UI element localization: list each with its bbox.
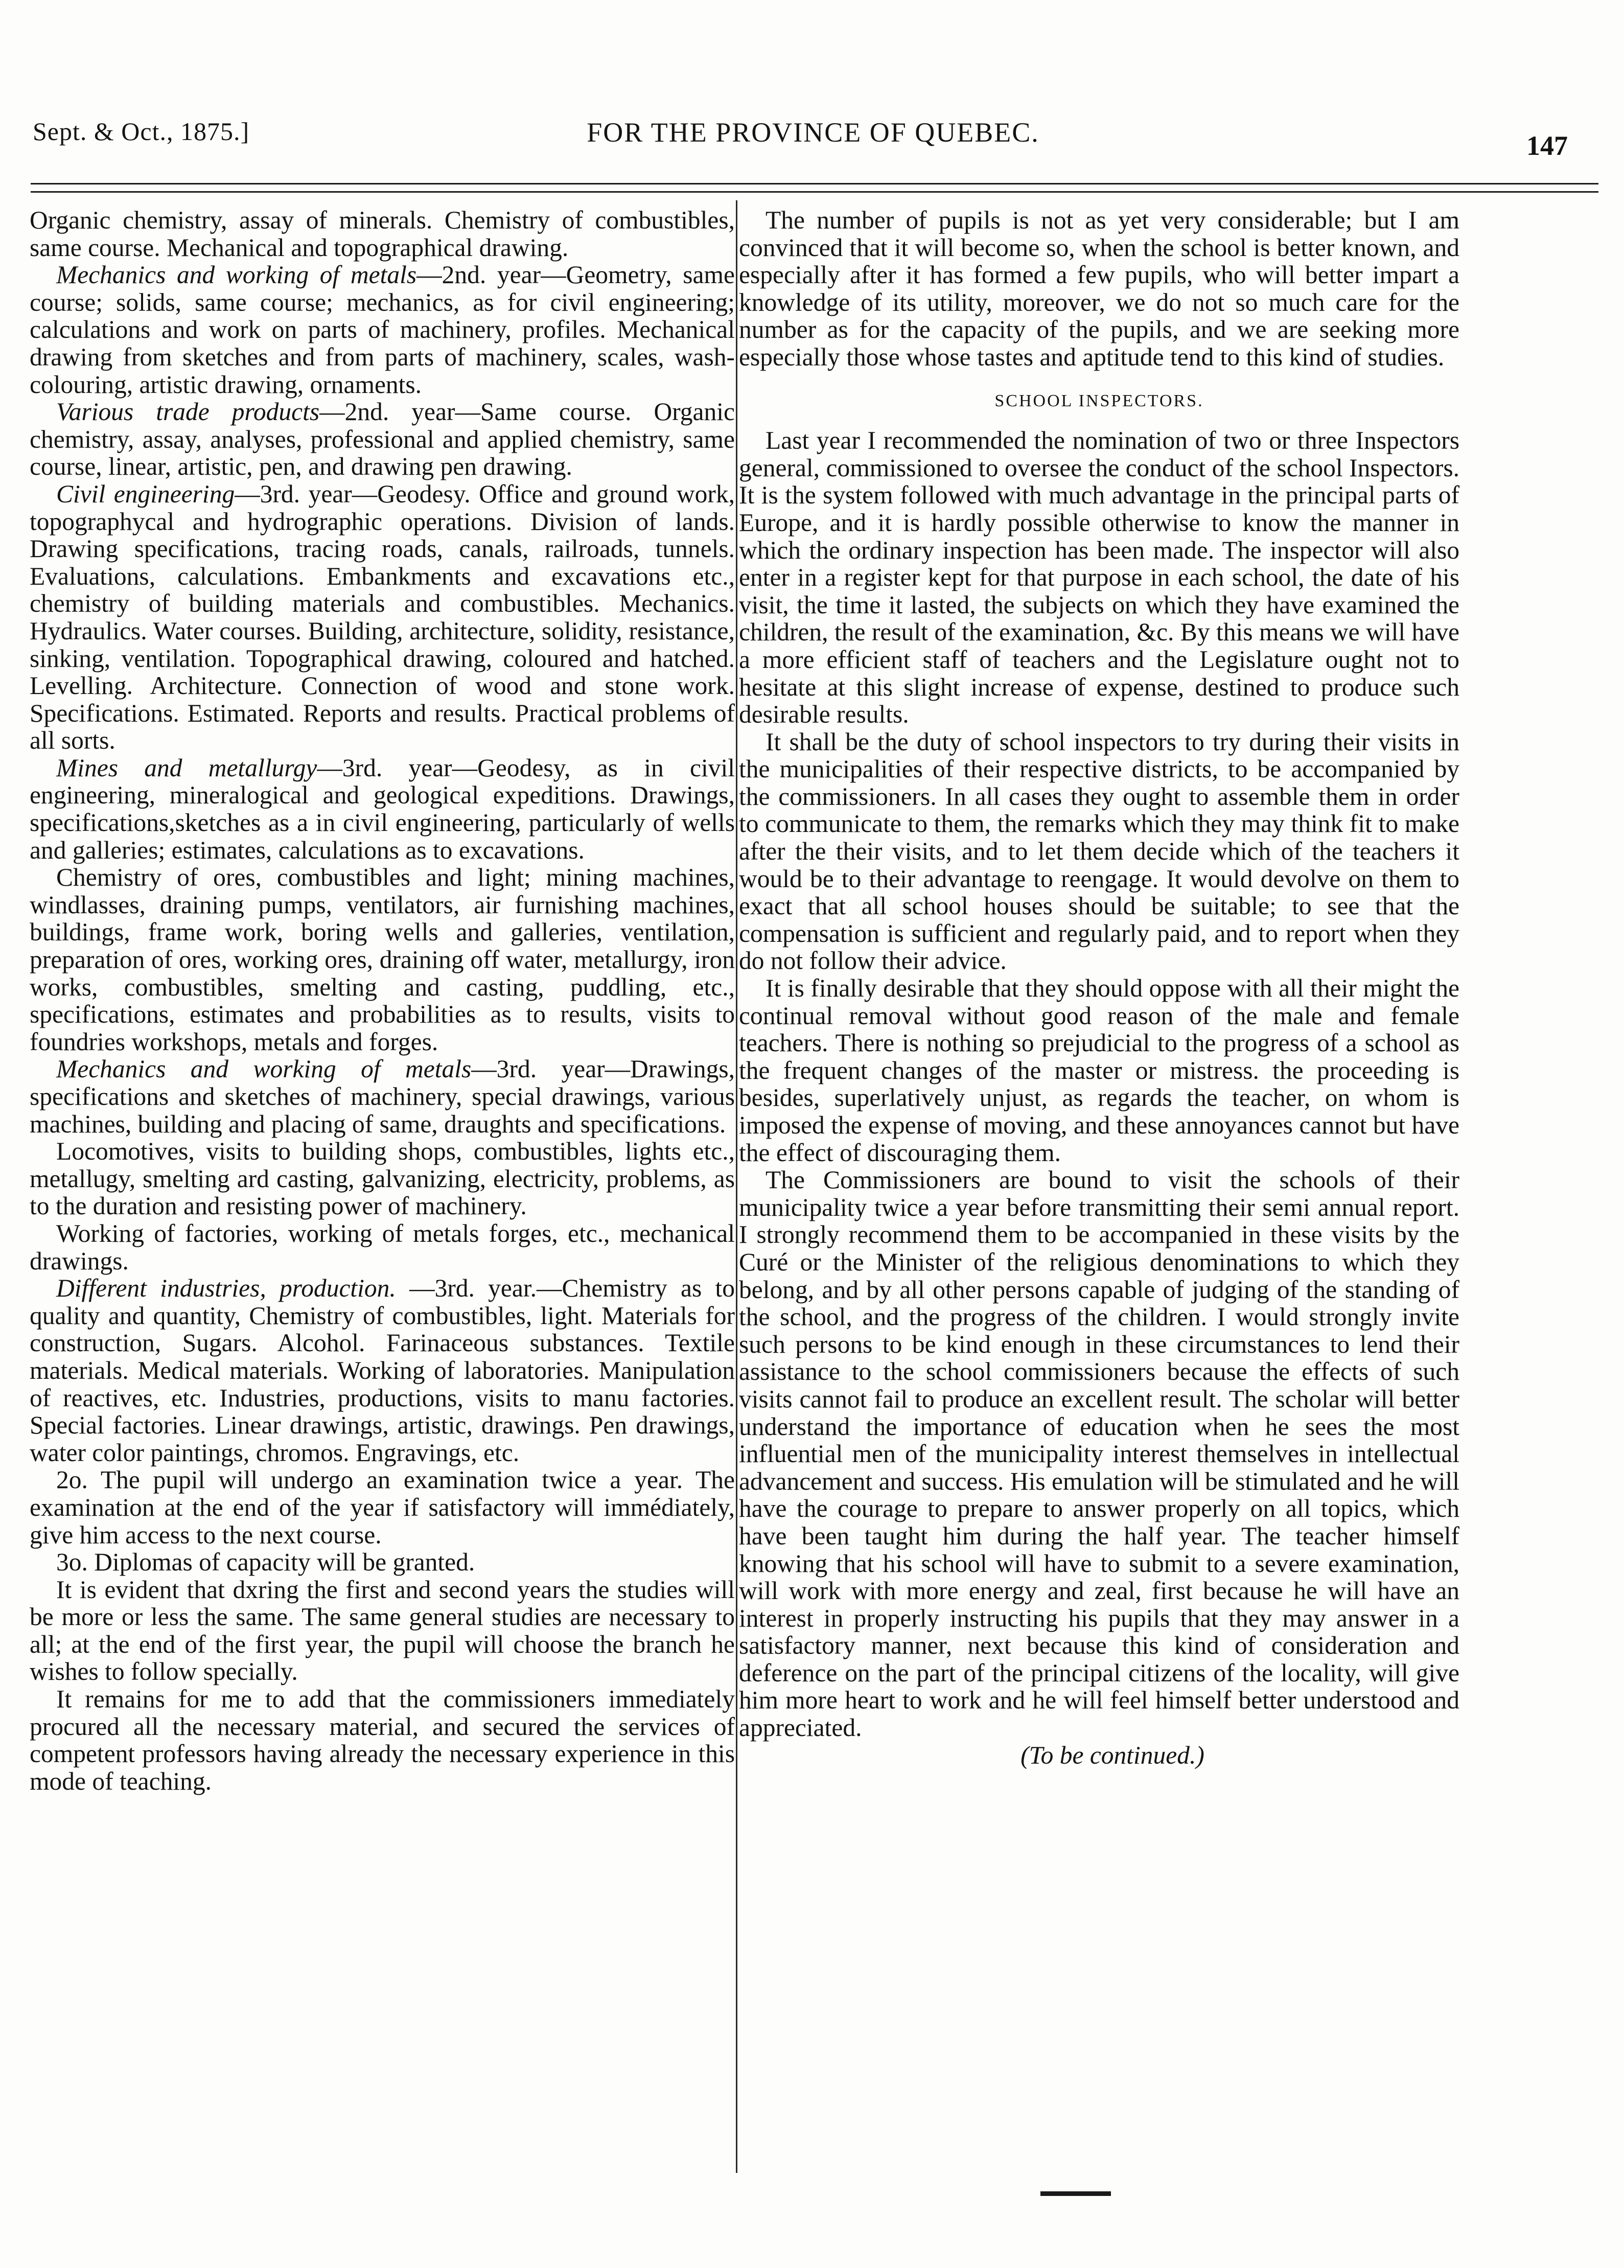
paragraph-text: Chemistry of ores, combustibles and light; mining machines, windlasses, draining pumps, ventilators, air furnishing machines, buildings, frame work, boring wells and galleries, ventilation, preparation of ores, working ores, draining off water, metallurgy, iron works, combustibles, smelting and casting, puddling, etc., specifications, estimates and probabilities as to results, visits to foundries workshops, metals and forges.	[30, 863, 735, 1056]
paragraph-text: It is evident that dxring the first and second years the studies will be more or less the same. The same general studies are necessary to all; at the end of the first year, the pupil will choose the branch he wishes to follow specially.	[30, 1575, 735, 1686]
left-column	[30, 206, 735, 1795]
paragraph-text: —2nd. year—Geometry, same course; solids, same course; mechanics, as for civil engineering; calculations and work on parts of machinery, profiles. Mechanical drawing from sketches and from parts of machinery, scales, wash-colouring, artistic drawing, ornaments.	[30, 261, 735, 399]
paragraph-text: —3rd. year.—Chemistry as to quality and quantity, Chemistry of combustibles, light. Materials for construction, Sugars. Alcohol. Farinaceous substances. Textile materials. Medical materials. Working of laboratories. Manipulation of reactives, etc. Industries, productions, visits to manu factories. Special factories. Linear drawings, artistic, drawings. Pen drawings, water color paintings, chromos. Engravings, etc.	[30, 1274, 735, 1467]
paragraph	[30, 1576, 735, 1685]
paragraph-text: It remains for me to add that the commissioners immediately procured all the necessary material, and secured the services of competent professors having already the necessary experience in this mode of teaching.	[30, 1685, 735, 1795]
paragraph	[30, 754, 735, 864]
column-divider	[736, 200, 737, 2173]
paragraph	[30, 1275, 735, 1466]
header-rule-top	[31, 183, 1598, 184]
paragraph: Last year I recommended the nomination of two or three Inspectors general, commissioned to oversee the conduct of the school Inspectors. It is the system followed with much advantage in the principal parts of Europe, and it is hardly possible otherwise to know the manner in which the ordinary inspection has been made. The inspector will also enter in a register kept for that purpose in each school, the date of his visit, the time it lasted, the subjects on which they have examined the children, the result of the examination, &c. By this means we will have a more efficient staff of teachers and the Legislature ought not to hesitate at this slight increase of expense, destined to produce such desirable results.	[739, 426, 1459, 729]
paragraph-lead: Different industries, production.	[56, 1274, 396, 1303]
paragraph-text: —3rd. year—Drawings, specifications and sketches of machinery, special drawings, various machines, building and placing of same, draughts and specifications.	[30, 1055, 735, 1138]
paragraph-text: Organic chemistry, assay of minerals. Chemistry of combustibles, same course. Mechanical and topographical drawing.	[30, 206, 735, 262]
paragraph-text: —3rd. year—Geodesy, as in civil engineering, mineralogical and geological expeditions. Drawings, specifications,sketches as a in civil engineering, particularly of wells and galleries; estimates, calculations as to excavations.	[30, 753, 735, 864]
paragraph-lead: Mines and metallurgy	[56, 753, 317, 782]
paragraph: It shall be the duty of school inspectors to try during their visits in the municipalities of their respective districts, to be accompanied by the commissioners. In all cases they ought to assemble them in order to communicate to them, the remarks which they may think fit to make after the their visits, and to let them decide which of the teachers it would be to their advantage to reengage. It would devolve on them to exact that all school houses should be suitable; to see that the compensation is sufficient and regularly paid, and to report when they do not follow their advice.	[739, 727, 1459, 975]
end-rule	[1040, 2191, 1111, 2196]
paragraph	[30, 1055, 735, 1138]
paragraph	[30, 1466, 735, 1548]
paragraph-lead: Civil engineering	[56, 479, 235, 508]
paragraph-text: Working of factories, working of metals forges, etc., mechanical drawings.	[30, 1219, 735, 1275]
paragraph	[30, 398, 735, 480]
header-rule-bottom	[31, 191, 1598, 193]
issue-date: Sept. & Oct., 1875.]	[33, 117, 250, 146]
paragraph	[30, 261, 735, 398]
paragraph-text: —3rd. year—Geodesy. Office and ground work, topographycal and hydrographic operations. Division of lands. Drawing specifications, tracing roads, canals, railroads, tunnels. Evaluations, calculations. Embankments and excavations etc., chemistry of building materials and combustibles. Mechanics. Hydraulics. Water courses. Building, architecture, solidity, resistance, sinking, ventilation. Topographical drawing, coloured and hatched. Levelling. Architecture. Connection of wood and stone work. Specifications. Estimated. Reports and results. Practical problems of all sorts.	[30, 479, 735, 755]
paragraph: The number of pupils is not as yet very considerable; but I am convinced that it will become so, when the school is better known, and especially after it has formed a few pupils, who will better impart a knowledge of its utility, moreover, we do not so much care for the number as for the capacity of the pupils, and we are seeking more especially those whose tastes and aptitude tend to this kind of studies.	[739, 206, 1459, 371]
paragraph	[30, 1548, 735, 1576]
page-number: 147	[1526, 130, 1568, 161]
paragraph	[30, 1138, 735, 1220]
running-header	[33, 117, 1593, 163]
paragraph-text: —2nd. year—Same course. Organic chemistry, assay, analyses, professional and applied chemistry, same course, linear, artistic, pen, and drawing pen drawing.	[30, 398, 735, 481]
right-column	[739, 206, 1459, 1769]
paragraph	[30, 1685, 735, 1795]
paragraph-text: 2o. The pupil will undergo an examination twice a year. The examination at the end of the year if satisfactory will immédiately, give him access to the next course.	[30, 1466, 735, 1549]
section-heading: SCHOOL INSPECTORS.	[994, 391, 1204, 410]
paragraph-lead: Various trade products	[56, 398, 320, 426]
paragraph-lead: Mechanics and working of metals	[56, 261, 417, 289]
paragraph	[30, 1220, 735, 1275]
paragraph: The Commissioners are bound to visit the schools of their municipality twice a year before transmitting their semi annual report. I strongly recommend them to be accompanied in these visits by the Curé or the Minister of the religious denominations to which they belong, and by all other persons capable of judging of the standing of the school, and the progress of the children. I would strongly invite such persons to be kind enough in these circumstances to lend their assistance to the school commissioners because the effects of such visits cannot fail to produce an excellent result. The scholar will better understand the importance of education when he sees the most influential men of the municipality interest themselves in intellectual advancement and success. His emulation will be stimulated and he will have the courage to prepare to answer properly on all topics, which have been taught him during the half year. The teacher himself knowing that his school will have to submit to a severe examination, will work with more energy and zeal, first because he will have an interest in properly instructing his pupils that they may answer in a satisfactory manner, next because this kind of consideration and deference on the part of the principal citizens of the locality, will give him more heart to work and he will feel himself better understood and appreciated.	[739, 1166, 1459, 1742]
continued-note: (To be continued.)	[1020, 1741, 1204, 1769]
paragraph: It is finally desirable that they should oppose with all their might the continual removal without good reason of the male and female teachers. There is nothing so prejudicial to the progress of a school as the frequent changes of the master or mistress. the proceeding is besides, superlatively unjust, as regards the teacher, on whom is imposed the expense of moving, and these annoyances cannot but have the effect of discouraging them.	[739, 974, 1459, 1167]
paragraph	[30, 206, 735, 261]
paragraph-text: Locomotives, visits to building shops, combustibles, lights etc., metallugy, smelting ard casting, galvanizing, electricity, problems, as to the duration and resisting power of machinery.	[30, 1137, 735, 1220]
paragraph	[30, 864, 735, 1055]
paragraph-lead: Mechanics and working of metals	[56, 1055, 472, 1083]
paragraph	[30, 480, 735, 754]
paragraph-text: 3o. Diplomas of capacity will be granted.	[56, 1548, 475, 1577]
running-title: FOR THE PROVINCE OF QUEBEC.	[587, 117, 1039, 148]
